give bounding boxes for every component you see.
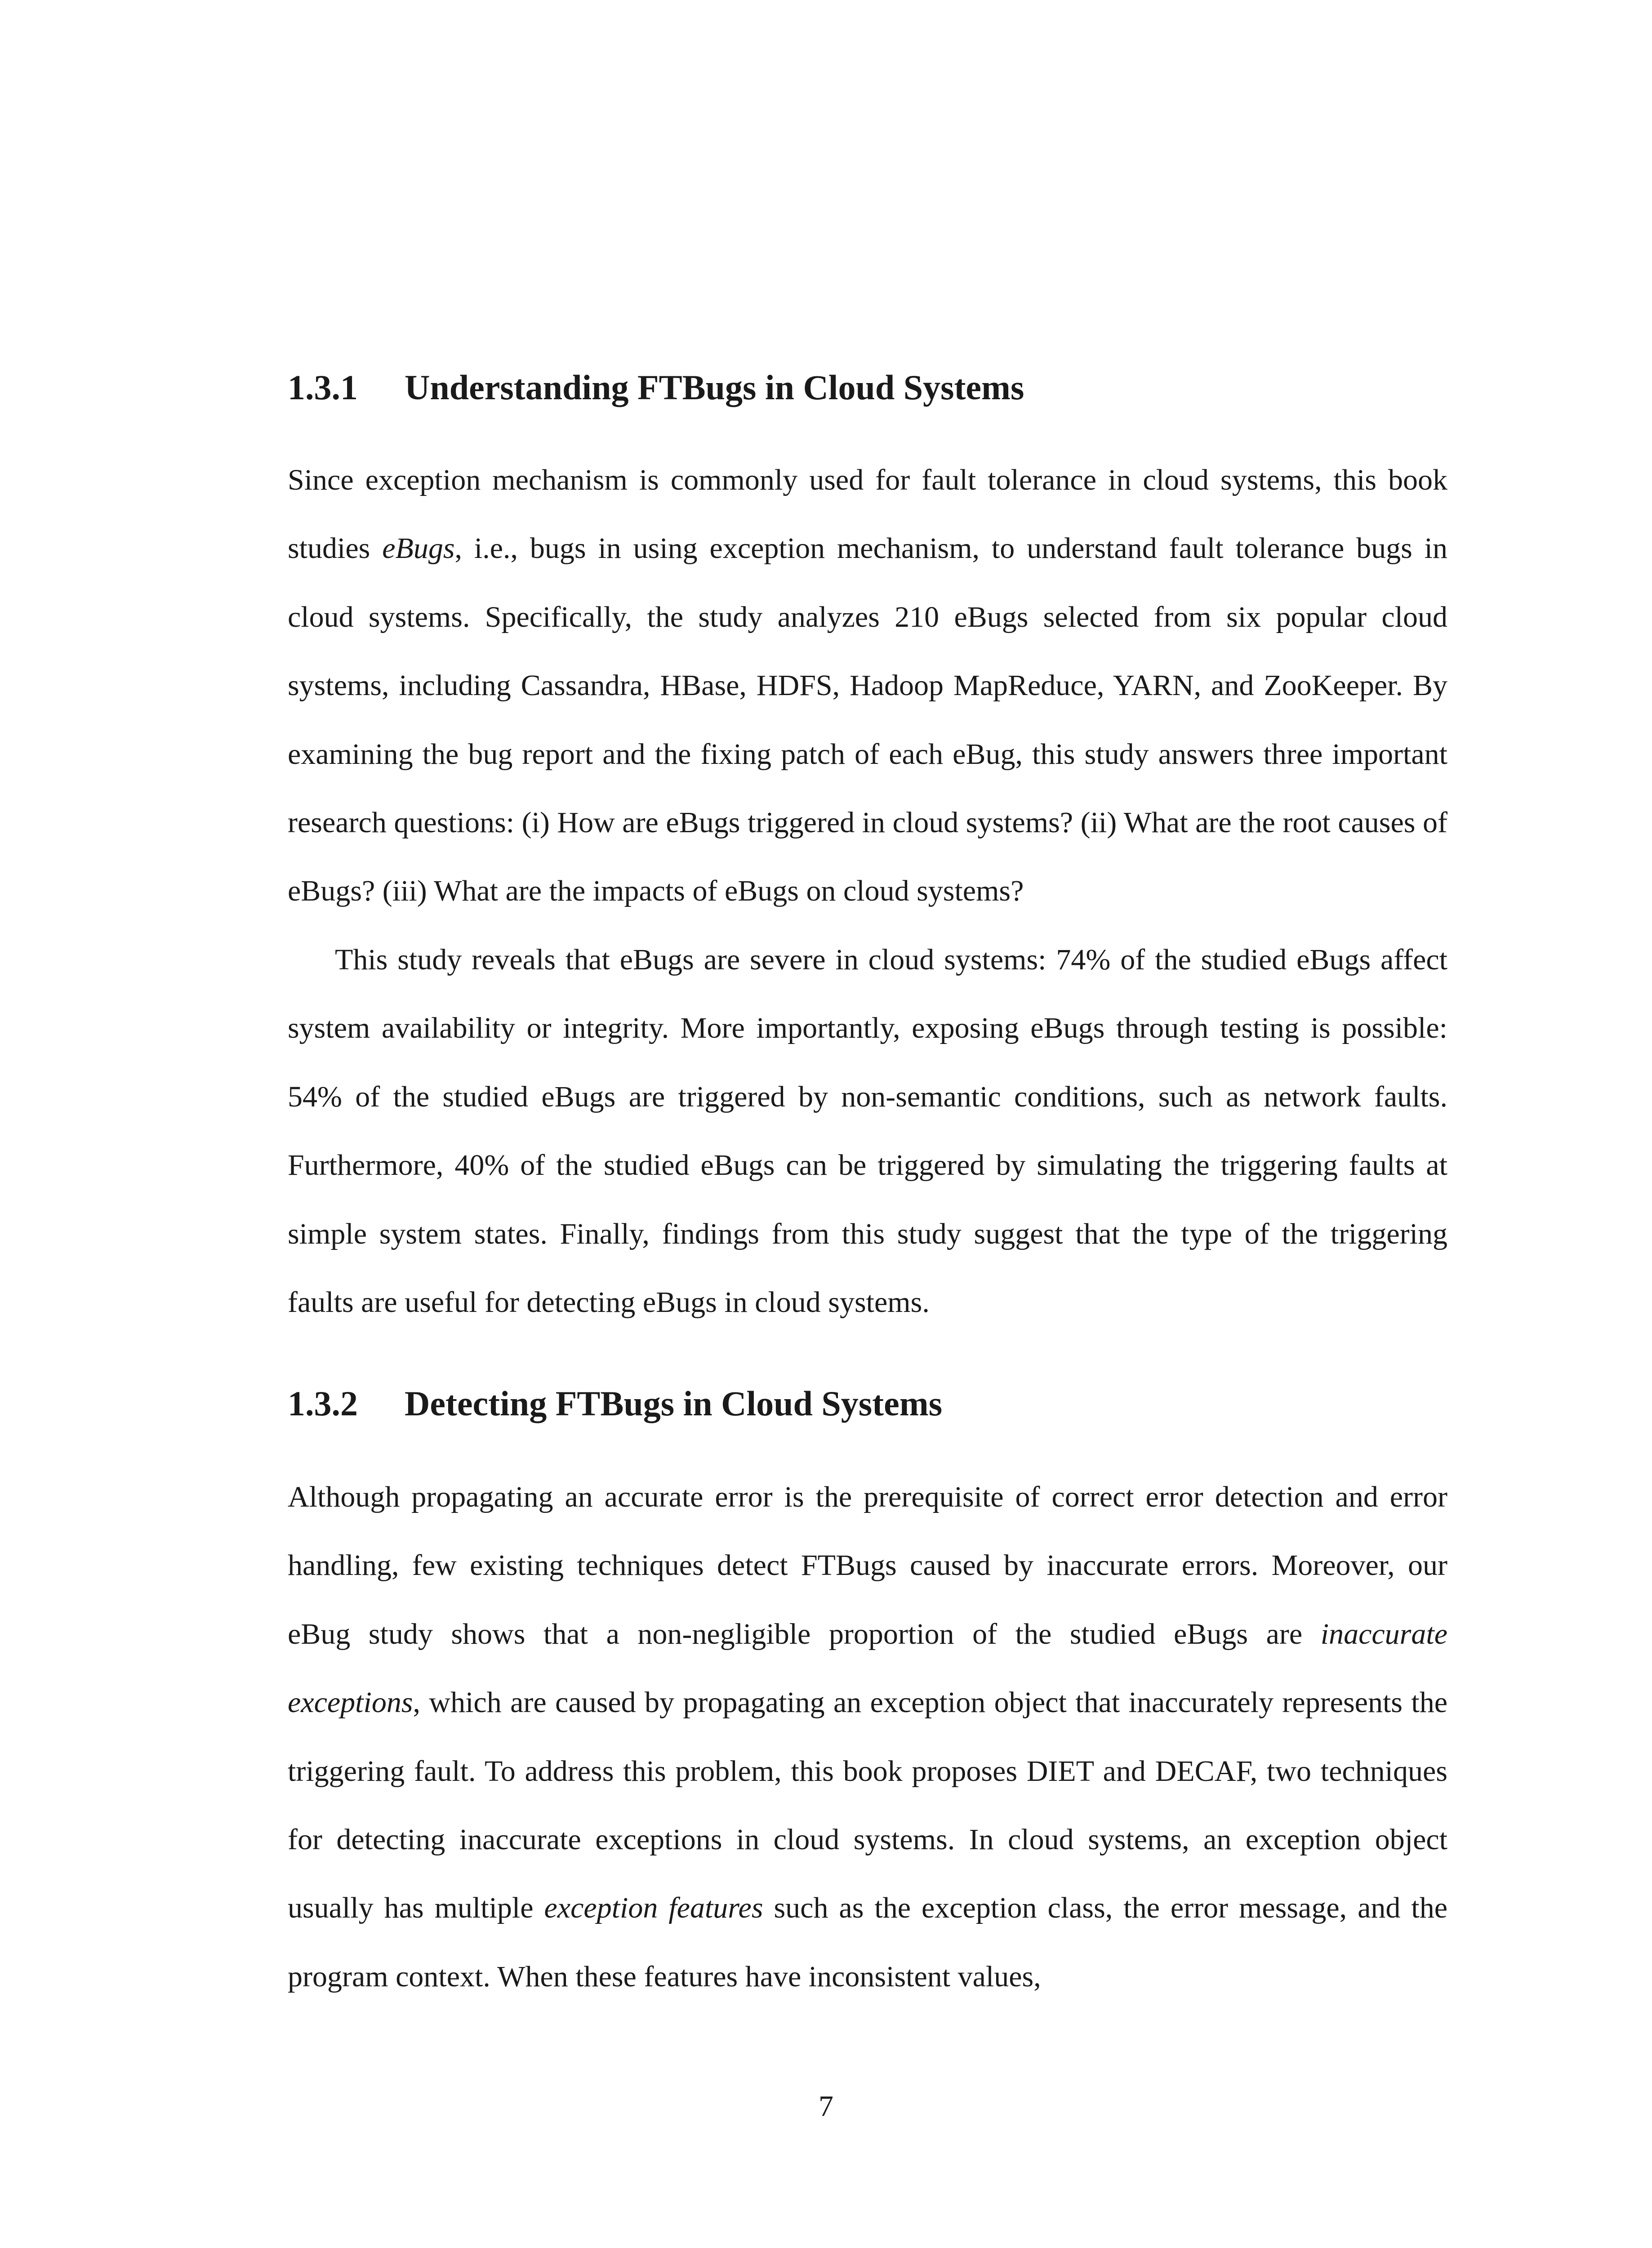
text-run-italic: eBugs: [382, 532, 455, 565]
text-run-italic: inaccurate exceptions: [288, 1617, 1447, 1719]
section-heading-1-3-1: [288, 365, 1456, 410]
text-run: Since exception mechanism is commonly used for fault tolerance in cloud systems, this book studies: [288, 464, 1447, 565]
text-run: such as the exception class, the error message, and the program context. When these features have inconsistent values,: [288, 1891, 1448, 1993]
paragraph-detecting-inaccurate-exceptions: [288, 1463, 1447, 2011]
section-number: 1.3.1: [288, 368, 358, 407]
section-heading-1-3-2: [288, 1381, 1456, 1426]
text-run: , i.e., bugs in using exception mechanism, to understand fault tolerance bugs in cloud systems. Specifically, the study analyzes 210 eBugs selected from six popular cloud systems, including Cassandra, HBase, HDFS, Hadoop MapReduce, YARN, and ZooKeeper. By examining the bug report and the fixing patch of each eBug, this study answers three important research questions: (i) How are eBugs triggered in cloud systems? (ii) What are the root causes of eBugs? (iii) What are the impacts of eBugs on cloud systems?: [288, 532, 1447, 908]
section-title: Understanding FTBugs in Cloud Systems: [405, 368, 1024, 407]
text-run: Although propagating an accurate error is the prerequisite of correct error detection and error handling, few existing techniques detect FTBugs caused by inaccurate errors. Moreover, our eBug study shows that a non-negligible proportion of the studied eBugs are: [288, 1481, 1447, 1650]
section-number: 1.3.2: [288, 1384, 358, 1423]
section-title: Detecting FTBugs in Cloud Systems: [405, 1384, 943, 1423]
page-number: 7: [819, 2090, 833, 2123]
text-run: , which are caused by propagating an exception object that inaccurately represents the triggering fault. To address this problem, this book proposes DIET and DECAF, two techniques for detecting inaccurate exceptions in cloud systems. In cloud systems, an exception object usually has multiple: [288, 1686, 1447, 1925]
paragraph-ebug-findings: [288, 926, 1447, 1337]
paragraph-ebug-study-intro: [288, 446, 1447, 926]
text-run: This study reveals that eBugs are severe in cloud systems: 74% of the studied eBugs affect system availability or integrity. More importantly, exposing eBugs through testing is possible: 54% of the studied eBugs are triggered by non-semantic conditions, such as network faults. Furthermore, 40% of the studied eBugs can be triggered by simulating the triggering faults at simple system states. Finally, findings from this study suggest that the type of the triggering faults are useful for detecting eBugs in cloud systems.: [288, 943, 1447, 1319]
text-run-italic: exception features: [544, 1891, 763, 1925]
